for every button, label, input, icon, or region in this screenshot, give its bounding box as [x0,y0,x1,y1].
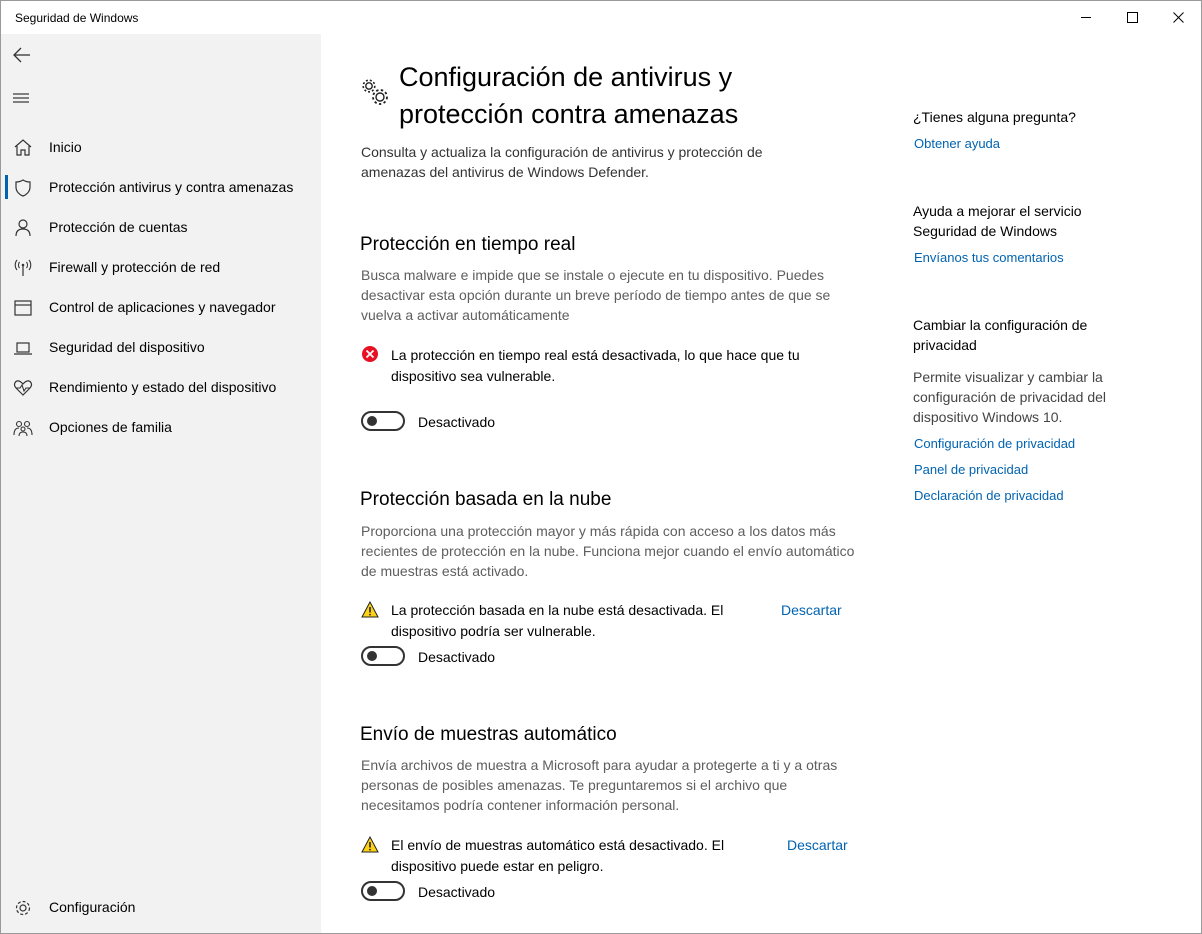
section-description: Proporciona una protección mayor y más rápida con acceso a los datos más recientes de protección en la nube. Funciona mejor cuando el envío automático de muestras está activado. [361,523,855,579]
warning-triangle-icon [361,601,379,619]
minimize-icon [1081,12,1092,23]
side-info-pane [881,34,1181,933]
question-heading: ¿Tienes alguna pregunta? [913,109,1076,125]
sidebar-item-aplicaciones[interactable] [1,287,321,327]
gears-icon [361,78,391,108]
dismiss-link-nube[interactable]: Descartar [781,602,842,618]
heart-pulse-icon [13,378,33,398]
maximize-button[interactable] [1109,1,1155,34]
title-bar [1,1,1201,34]
privacy-statement-link[interactable]: Declaración de privacidad [914,488,1064,503]
toggle-knob [367,886,377,896]
sidebar-item-familia[interactable] [1,407,321,447]
sidebar-item-antivirus[interactable] [1,167,321,207]
minimize-button[interactable] [1063,1,1109,34]
person-icon [13,218,33,238]
main-content [321,34,881,933]
sidebar-item-label: Control de aplicaciones y navegador [49,299,276,315]
sidebar-item-label: Seguridad del dispositivo [49,339,205,355]
close-icon [1173,12,1184,23]
window-title: Seguridad de Windows [15,11,139,25]
section-title-muestras: Envío de muestras automático [360,724,617,745]
back-button[interactable] [9,42,35,68]
sidebar-item-cuentas[interactable] [1,207,321,247]
sidebar-item-label: Configuración [49,899,136,915]
back-arrow-icon [13,46,31,64]
page-title: Configuración de antivirus y protección contra amenazas [399,62,739,129]
sidebar-item-configuracion[interactable] [1,887,321,927]
section-description: Envía archivos de muestra a Microsoft para ayudar a protegerte a ti y a otras personas de posibles amenazas. Te preguntaremos si el archivo que necesitamos podría contener información personal. [361,757,838,813]
browser-window-icon [13,298,33,318]
cut-off-link[interactable] [361,927,581,933]
sidebar-item-label: Opciones de familia [49,419,172,435]
privacy-heading: Cambiar la configuración de privacidad [913,317,1088,353]
get-help-link[interactable]: Obtener ayuda [914,136,1001,151]
sidebar-item-firewall[interactable] [1,247,321,287]
warning-triangle-icon [361,836,379,854]
sidebar-item-label: Protección antivirus y contra amenazas [49,179,294,195]
sidebar [1,34,321,933]
privacy-dashboard-link[interactable]: Panel de privacidad [914,462,1029,477]
cloud-protection-toggle[interactable] [361,646,405,666]
alert-text: El envío de muestras automático está desactivado. El dispositivo puede estar en peligro. [391,837,725,874]
sample-submission-toggle[interactable] [361,881,405,901]
alert-text: La protección basada en la nube está desactivada. El dispositivo podría ser vulnerable. [391,602,724,639]
toggle-state-label: Desactivado [418,414,496,430]
section-title-nube: Protección basada en la nube [360,489,612,510]
privacy-description: Permite visualizar y cambiar la configuración de privacidad del dispositivo Windows 10. [913,369,1107,425]
privacy-settings-link[interactable]: Configuración de privacidad [914,436,1076,451]
menu-button[interactable] [9,86,35,112]
toggle-knob [367,416,377,426]
maximize-icon [1127,12,1138,23]
gear-icon [13,898,33,918]
antenna-icon [13,258,33,278]
family-icon [13,418,33,438]
feedback-link[interactable]: Envíanos tus comentarios [914,250,1064,265]
page-description: Consulta y actualiza la configuración de antivirus y protección de amenazas del antivirus de Windows Defender. [361,144,763,180]
selection-indicator [5,175,8,199]
section-title-tiempo-real: Protección en tiempo real [360,234,576,255]
sidebar-item-label: Firewall y protección de red [49,259,221,275]
sidebar-item-rendimiento[interactable] [1,367,321,407]
home-icon [13,138,33,158]
error-x-icon [361,345,379,363]
sidebar-item-label: Rendimiento y estado del dispositivo [49,379,277,395]
hamburger-menu-icon [13,90,31,108]
sidebar-item-dispositivo[interactable] [1,327,321,367]
shield-icon [13,178,33,198]
dismiss-link-muestras[interactable]: Descartar [787,837,848,853]
realtime-protection-toggle[interactable] [361,411,405,431]
toggle-state-label: Desactivado [418,884,496,900]
scrollbar[interactable] [1189,34,1201,933]
sidebar-item-label: Protección de cuentas [49,219,188,235]
improve-heading: Ayuda a mejorar el servicio Seguridad de Windows [913,203,1082,239]
laptop-icon [13,338,33,358]
toggle-knob [367,651,377,661]
section-description: Busca malware e impide que se instale o ejecute en tu dispositivo. Puedes desactivar esta opción durante un breve período de tiempo antes de que se vuelva a activar automáticamente [361,267,831,323]
close-button[interactable] [1155,1,1201,34]
toggle-state-label: Desactivado [418,649,496,665]
sidebar-item-label: Inicio [49,139,82,155]
sidebar-item-inicio[interactable] [1,127,321,167]
alert-text: La protección en tiempo real está desactivada, lo que hace que tu dispositivo sea vulnerable. [391,347,800,384]
